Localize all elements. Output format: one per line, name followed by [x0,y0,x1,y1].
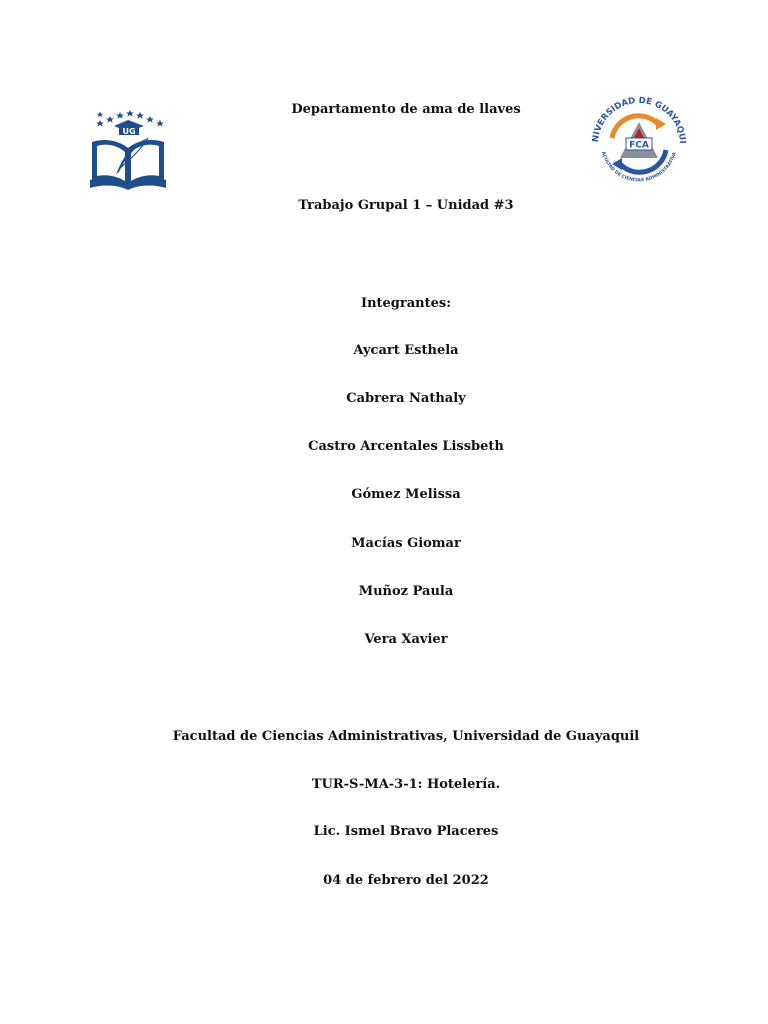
department-title: Departamento de ama de llaves [291,102,521,117]
svg-text:UG: UG [122,127,136,136]
svg-text:FACULTAD DE CIENCIAS ADMINISTR: ACULTAD DE CIENCIAS ADMINISTRATIVA [600,151,678,184]
assignment-title: Trabajo Grupal 1 – Unidad #3 [298,198,514,213]
member-name: Aycart Esthela [353,343,459,358]
members-heading: Integrantes: [360,296,452,311]
professor-line: Lic. Ismel Bravo Placeres [313,824,499,839]
svg-text:FCA: FCA [629,140,649,151]
date-line: 04 de febrero del 2022 [323,873,489,888]
member-name: Gómez Melissa [351,487,461,502]
faculty-line: Facultad de Ciencias Administrativas, Universidad de Guayaquil [172,729,640,744]
member-name: Muñoz Paula [358,584,454,599]
svg-text:UNIVERSIDAD DE GUAYAQUIL: NIVERSIDAD DE GUAYAQUI [590,95,688,144]
member-name: Cabrera Nathaly [346,391,466,406]
member-name: Castro Arcentales Lissbeth [308,439,504,454]
member-name: Macías Giomar [351,536,461,551]
course-line: TUR-S-MA-3-1: Hotelería. [311,777,501,792]
member-name: Vera Xavier [364,632,448,647]
